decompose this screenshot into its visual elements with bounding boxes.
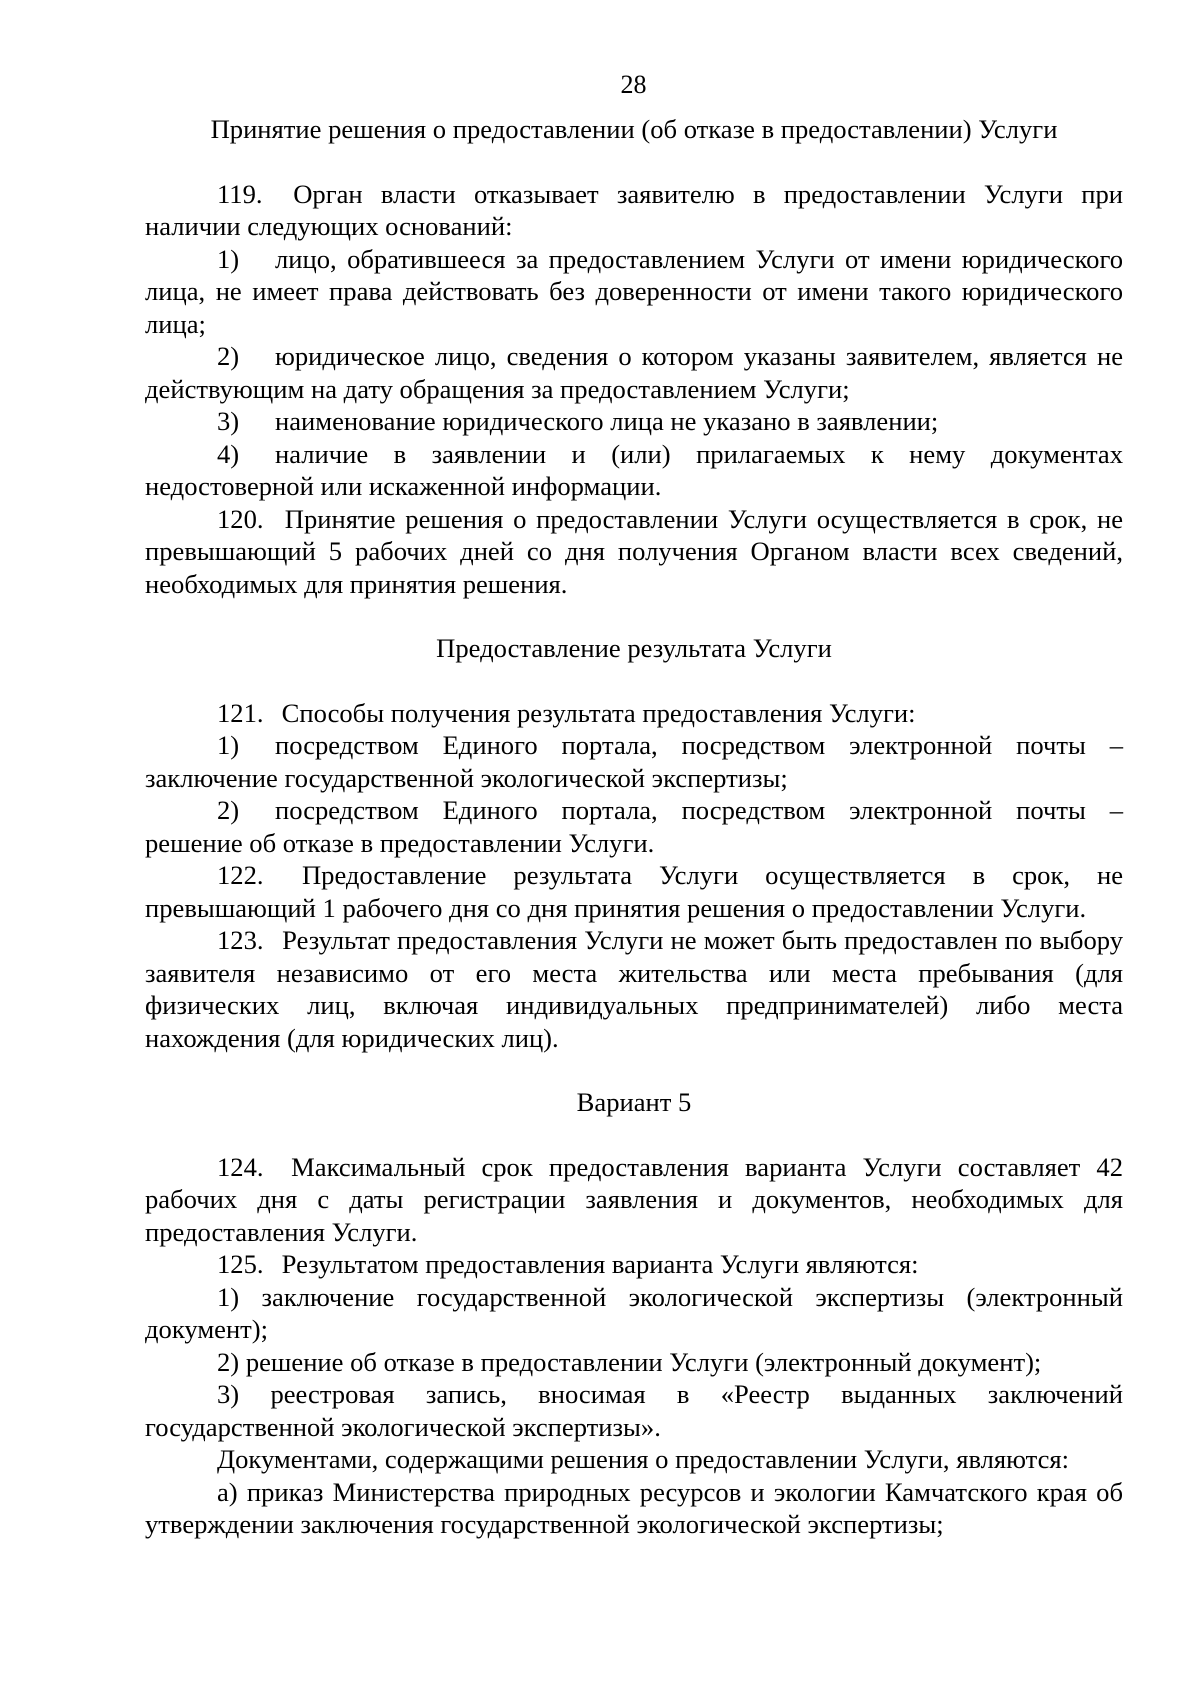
list-item [145,1346,1123,1379]
list-item-text: юридическое лицо, сведения о котором указаны заявителем, является не действующим на дату обращения за предоставлением Услуги; [145,341,1123,404]
list-item-text: посредством Единого портала, посредством электронной почты – решение об отказе в предоставлении Услуги. [145,795,1123,858]
paragraph-124 [145,1151,1123,1249]
list-item [145,340,1123,405]
list-item-number: 1) [217,1281,240,1312]
paragraph-text: Результат предоставления Услуги не может быть предоставлен по выбору заявителя независимо от его места жительства или места пребывания (для физических лиц, включая индивидуальных предпринимателей) либо места нахождения (для юридических лиц). [145,925,1123,1053]
documents-intro: Документами, содержащими решения о предоставлении Услуги, являются: [217,1444,1070,1474]
paragraph-123 [145,924,1123,1054]
paragraph-number: 123. [217,925,264,955]
paragraph-number: 125. [217,1249,264,1279]
list-item [145,1378,1123,1443]
paragraph-text: Предоставление результата Услуги осуществляется в срок, не превышающий 1 рабочего дня со дня принятия решения о предоставлении Услуги. [145,860,1123,923]
paragraph-number: 124. [217,1151,264,1182]
list-item-number: 1) [217,243,240,274]
list-item-text: наименование юридического лица не указано в заявлении; [275,406,939,436]
paragraph-120 [145,503,1123,601]
list-item [145,1281,1123,1346]
list-item [145,794,1123,859]
paragraph-number: 121. [217,697,264,728]
paragraph-text: Максимальный срок предоставления варианта Услуги составляет 42 рабочих дня с даты регистрации заявления и документов, необходимых для предоставления Услуги. [145,1151,1123,1247]
section-heading-decision: Принятие решения о предоставлении (об отказе в предоставлении) Услуги [210,114,1058,144]
list-item [145,729,1123,794]
paragraph-122 [145,859,1123,924]
paragraph-number: 120. [217,503,264,534]
page-number: 28 [620,70,647,99]
list-item [145,405,1123,438]
list-item [145,243,1123,341]
list-item-text: наличие в заявлении и (или) прилагаемых к нему документах недостоверной или искаженной информации. [145,438,1123,501]
paragraph-text: Принятие решения о предоставлении Услуги осуществляется в срок, не превышающий 5 рабочих дней со дня получения Органом власти всех сведений, необходимых для принятия решения. [145,503,1123,599]
paragraph-number: 122. [217,860,264,890]
list-item-number: 2) [217,1346,240,1377]
list-item-text: решение об отказе в предоставлении Услуги (электронный документ); [245,1346,1042,1377]
paragraph-text: Способы получения результата предоставления Услуги: [281,697,916,728]
paragraph-text: Результатом предоставления варианта Услуги являются: [281,1249,919,1279]
paragraph-125 [145,1248,1123,1281]
paragraph-119 [145,178,1123,243]
paragraph-121 [145,697,1123,730]
list-item-text: лицо, обратившееся за предоставлением Услуги от имени юридического лица, не имеет права действовать без доверенности от имени такого юридического лица; [145,243,1123,339]
section-heading-result: Предоставление результата Услуги [436,633,832,663]
list-item-number: 2) [217,341,240,371]
list-item-text: реестровая запись, вносимая в «Реестр выданных заключений государственной экологической экспертизы». [145,1379,1123,1442]
document-body [145,113,1123,1541]
list-item-number: 4) [217,438,240,469]
paragraph-text: Орган власти отказывает заявителю в предоставлении Услуги при наличии следующих оснований: [145,178,1123,241]
documents-item-a: а) приказ Министерства природных ресурсов и экологии Камчатского края об утверждении заключения государственной экологической экспертизы; [145,1476,1123,1539]
list-item-text: посредством Единого портала, посредством электронной почты – заключение государственной экологической экспертизы; [145,730,1123,793]
list-item-number: 3) [217,1379,240,1409]
list-item-text: заключение государственной экологической экспертизы (электронный документ); [145,1281,1123,1344]
section-heading-variant-5: Вариант 5 [576,1087,692,1117]
list-item-number: 2) [217,795,240,825]
list-item [145,438,1123,503]
paragraph-number: 119. [217,178,263,209]
list-item-number: 3) [217,406,240,436]
list-item-number: 1) [217,730,240,760]
